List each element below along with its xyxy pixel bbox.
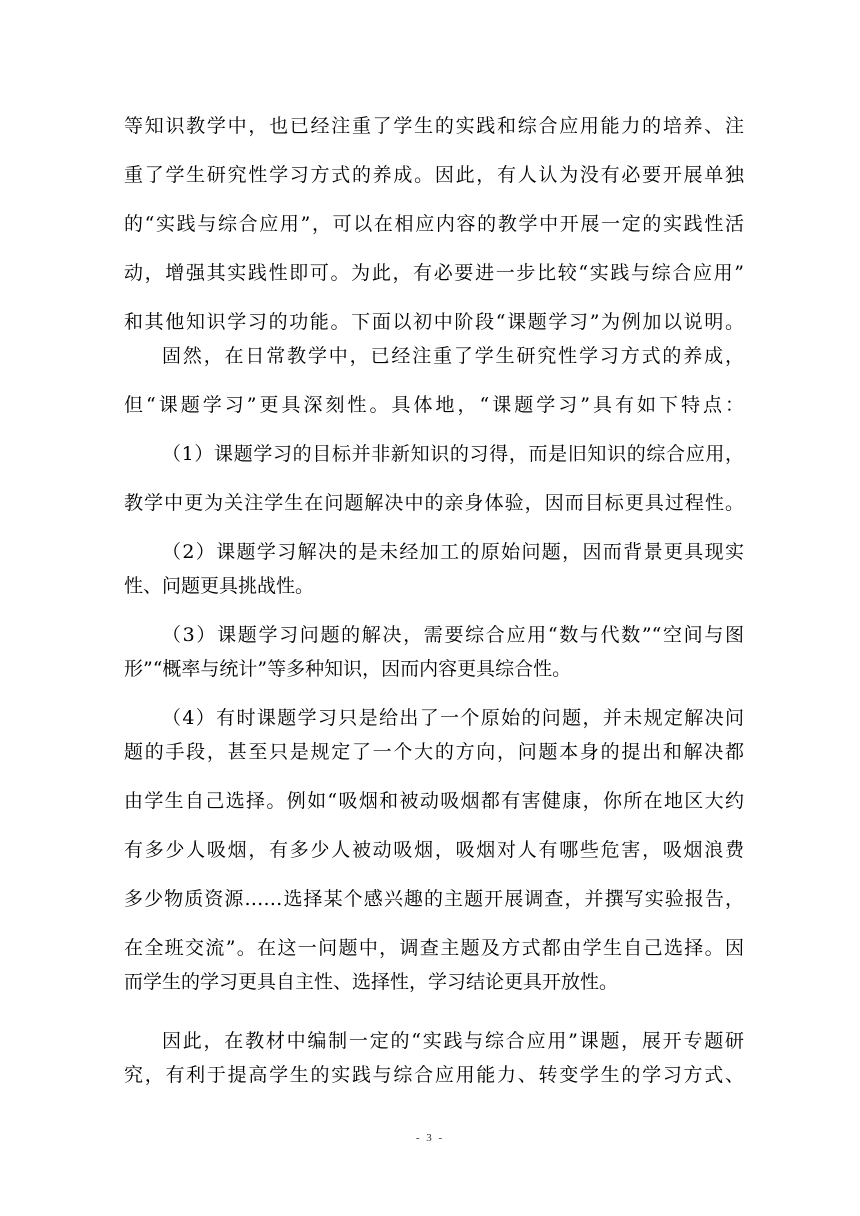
text-line: （4）有时课题学习只是给出了一个原始的问题，并未规定解决问	[162, 707, 744, 729]
text-line: 固然，在日常教学中，已经注重了学生研究性学习方式的养成，	[162, 345, 744, 367]
text-line: 等知识教学中，也已经注重了学生的实践和综合应用能力的培养、注	[124, 115, 744, 137]
text-line: 由学生自己选择。例如“吸烟和被动吸烟都有害健康，你所在地区大约	[124, 790, 744, 812]
text-line: 题的手段，甚至只是规定了一个大的方向，问题本身的提出和解决都	[124, 741, 744, 763]
page-number: - 3 -	[415, 1132, 445, 1144]
text-line: 但“课题学习”更具深刻性。具体地，“课题学习”具有如下特点：	[124, 394, 744, 416]
text-line: 在全班交流”。在这一问题中，调查主题及方式都由学生自己选择。因	[124, 937, 744, 959]
text-line: 和其他知识学习的功能。下面以初中阶段“课题学习”为例加以说明。	[124, 311, 744, 333]
text-line: 有多少人吸烟，有多少人被动吸烟，吸烟对人有哪些危害，吸烟浪费	[124, 839, 744, 861]
text-line: 究，有利于提高学生的实践与综合应用能力、转变学生的学习方式、	[124, 1064, 744, 1086]
text-line: 教学中更为关注学生在问题解决中的亲身体验，因而目标更具过程性。	[124, 492, 744, 514]
text-line: 多少物质资源……选择某个感兴趣的主题开展调查，并撰写实验报告，	[124, 888, 744, 910]
text-line: 因此，在教材中编制一定的“实践与综合应用”课题，展开专题研	[162, 1030, 744, 1052]
text-line: 的“实践与综合应用”，可以在相应内容的教学中开展一定的实践性活	[124, 213, 744, 235]
text-line: （2）课题学习解决的是未经加工的原始问题，因而背景更具现实	[162, 541, 744, 563]
text-line: （1）课题学习的目标并非新知识的习得，而是旧知识的综合应用，	[162, 443, 744, 465]
text-line: 性、问题更具挑战性。	[124, 575, 315, 597]
text-line: 形”“概率与统计”等多种知识，因而内容更具综合性。	[124, 658, 572, 680]
text-line: 重了学生研究性学习方式的养成。因此，有人认为没有必要开展单独	[124, 164, 744, 186]
text-line: （3）课题学习问题的解决，需要综合应用“数与代数”“空间与图	[162, 624, 744, 646]
text-line: 动，增强其实践性即可。为此，有必要进一步比较“实践与综合应用”	[124, 262, 744, 284]
text-line: 而学生的学习更具自主性、选择性，学习结论更具开放性。	[124, 971, 619, 993]
